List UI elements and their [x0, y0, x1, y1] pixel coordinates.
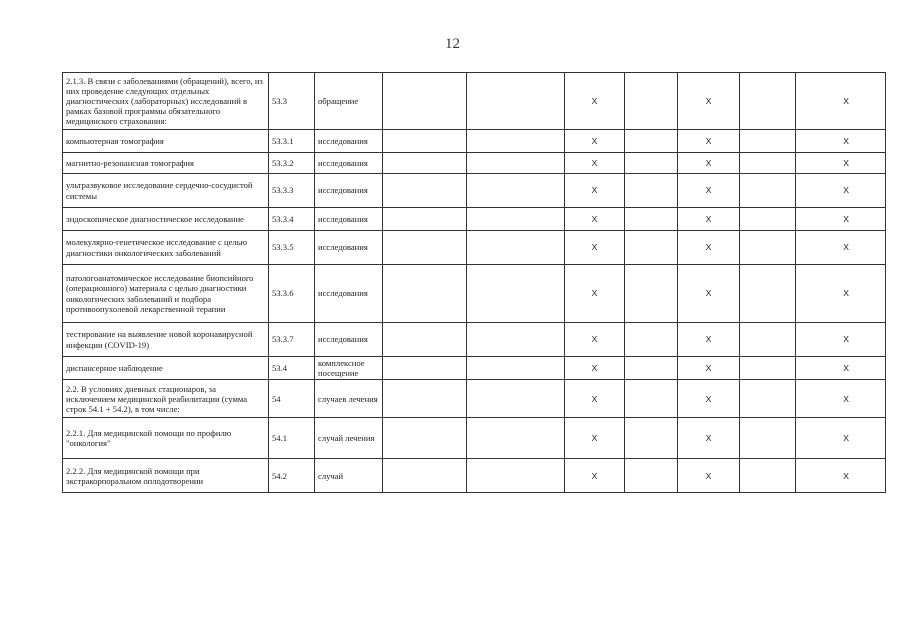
empty-cell [383, 357, 467, 380]
empty-cell [740, 231, 796, 265]
row-code: 54.1 [269, 418, 315, 459]
table-row [63, 153, 886, 174]
empty-cell [625, 459, 678, 493]
x-mark: X [796, 418, 886, 459]
empty-cell [383, 231, 467, 265]
empty-cell [625, 380, 678, 418]
empty-cell [467, 174, 565, 208]
row-name: молекулярно-генетическое исследование с целью диагностики онкологических заболеваний [63, 231, 269, 265]
x-mark: X [678, 459, 740, 493]
empty-cell [740, 174, 796, 208]
row-name: магнитно-резонансная томография [63, 153, 269, 174]
empty-cell [467, 130, 565, 153]
row-unit: исследования [315, 323, 383, 357]
x-mark: X [565, 459, 625, 493]
empty-cell [467, 459, 565, 493]
x-mark: X [678, 231, 740, 265]
x-mark: X [796, 208, 886, 231]
empty-cell [625, 208, 678, 231]
x-mark: X [678, 208, 740, 231]
row-name: компьютерная томография [63, 130, 269, 153]
row-code: 53.3.5 [269, 231, 315, 265]
x-mark: X [796, 153, 886, 174]
table-row [63, 231, 886, 265]
empty-cell [467, 323, 565, 357]
row-unit: обращение [315, 73, 383, 130]
table-row [63, 357, 886, 380]
table-row [63, 459, 886, 493]
empty-cell [383, 208, 467, 231]
x-mark: X [678, 73, 740, 130]
x-mark: X [796, 73, 886, 130]
row-name: 2.2.1. Для медицинской помощи по профилю "онкология" [63, 418, 269, 459]
row-code: 54 [269, 380, 315, 418]
x-mark: X [678, 265, 740, 323]
empty-cell [625, 323, 678, 357]
x-mark: X [796, 231, 886, 265]
row-unit: исследования [315, 208, 383, 231]
table-row [63, 418, 886, 459]
empty-cell [740, 265, 796, 323]
empty-cell [625, 174, 678, 208]
x-mark: X [678, 174, 740, 208]
row-unit: исследования [315, 153, 383, 174]
x-mark: X [678, 130, 740, 153]
row-name: 2.2.2. Для медицинской помощи при экстракорпоральном оплодотворении [63, 459, 269, 493]
x-mark: X [678, 380, 740, 418]
x-mark: X [796, 357, 886, 380]
empty-cell [625, 153, 678, 174]
row-code: 53.3.2 [269, 153, 315, 174]
x-mark: X [678, 323, 740, 357]
x-mark: X [796, 130, 886, 153]
row-name: тестирование на выявление новой коронавирусной инфекции (COVID-19) [63, 323, 269, 357]
table-row [63, 265, 886, 323]
x-mark: X [565, 153, 625, 174]
row-name: 2.1.3. В связи с заболеваниями (обращений), всего, из них проведение следующих отдельных диагностических (лабораторных) исследований в рамках базовой программы обязательного медицинского страхования: [63, 73, 269, 130]
row-name: ультразвуковое исследование сердечно-сосудистой системы [63, 174, 269, 208]
row-unit: исследования [315, 231, 383, 265]
x-mark: X [678, 357, 740, 380]
empty-cell [625, 231, 678, 265]
empty-cell [383, 323, 467, 357]
table-row [63, 73, 886, 130]
x-mark: X [796, 459, 886, 493]
x-mark: X [565, 323, 625, 357]
x-mark: X [565, 174, 625, 208]
empty-cell [625, 73, 678, 130]
empty-cell [383, 130, 467, 153]
empty-cell [467, 231, 565, 265]
empty-cell [383, 459, 467, 493]
row-code: 53.3 [269, 73, 315, 130]
x-mark: X [565, 73, 625, 130]
table-row [63, 174, 886, 208]
row-code: 53.3.6 [269, 265, 315, 323]
x-mark: X [565, 357, 625, 380]
x-mark: X [565, 418, 625, 459]
table-row [63, 323, 886, 357]
row-name: диспансерное наблюдение [63, 357, 269, 380]
empty-cell [740, 459, 796, 493]
empty-cell [467, 265, 565, 323]
empty-cell [383, 73, 467, 130]
empty-cell [740, 130, 796, 153]
x-mark: X [796, 265, 886, 323]
x-mark: X [678, 153, 740, 174]
empty-cell [740, 73, 796, 130]
x-mark: X [796, 323, 886, 357]
page-number: 12 [445, 36, 460, 52]
x-mark: X [796, 380, 886, 418]
row-code: 53.4 [269, 357, 315, 380]
empty-cell [467, 208, 565, 231]
empty-cell [740, 418, 796, 459]
table-row [63, 208, 886, 231]
empty-cell [467, 153, 565, 174]
row-name: эндоскопическое диагностическое исследование [63, 208, 269, 231]
row-unit: исследования [315, 265, 383, 323]
row-code: 53.3.1 [269, 130, 315, 153]
empty-cell [740, 380, 796, 418]
row-code: 53.3.4 [269, 208, 315, 231]
row-unit: исследования [315, 174, 383, 208]
empty-cell [740, 208, 796, 231]
row-code: 53.3.3 [269, 174, 315, 208]
row-unit: случай лечения [315, 418, 383, 459]
empty-cell [383, 418, 467, 459]
row-unit: случаев лечения [315, 380, 383, 418]
row-unit: комплексное посещение [315, 357, 383, 380]
empty-cell [740, 323, 796, 357]
row-name: патологоанатомическое исследование биопсийного (операционного) материала с целью диагностики онкологических заболеваний и подбора противоопухолевой лекарственной терапии [63, 265, 269, 323]
empty-cell [467, 73, 565, 130]
x-mark: X [796, 174, 886, 208]
empty-cell [383, 265, 467, 323]
empty-cell [467, 418, 565, 459]
x-mark: X [678, 418, 740, 459]
empty-cell [740, 153, 796, 174]
x-mark: X [565, 208, 625, 231]
row-code: 53.3.7 [269, 323, 315, 357]
empty-cell [625, 265, 678, 323]
row-name: 2.2. В условиях дневных стационаров, за исключением медицинской реабилитации (сумма строк 54.1 + 54.2), в том числе: [63, 380, 269, 418]
empty-cell [740, 357, 796, 380]
empty-cell [625, 130, 678, 153]
table-row [63, 380, 886, 418]
x-mark: X [565, 380, 625, 418]
empty-cell [383, 153, 467, 174]
row-code: 54.2 [269, 459, 315, 493]
empty-cell [383, 174, 467, 208]
empty-cell [467, 380, 565, 418]
empty-cell [467, 357, 565, 380]
table-row [63, 130, 886, 153]
x-mark: X [565, 265, 625, 323]
indicators-table [62, 72, 886, 493]
empty-cell [383, 380, 467, 418]
empty-cell [625, 418, 678, 459]
x-mark: X [565, 231, 625, 265]
row-unit: случай [315, 459, 383, 493]
x-mark: X [565, 130, 625, 153]
empty-cell [625, 357, 678, 380]
row-unit: исследования [315, 130, 383, 153]
